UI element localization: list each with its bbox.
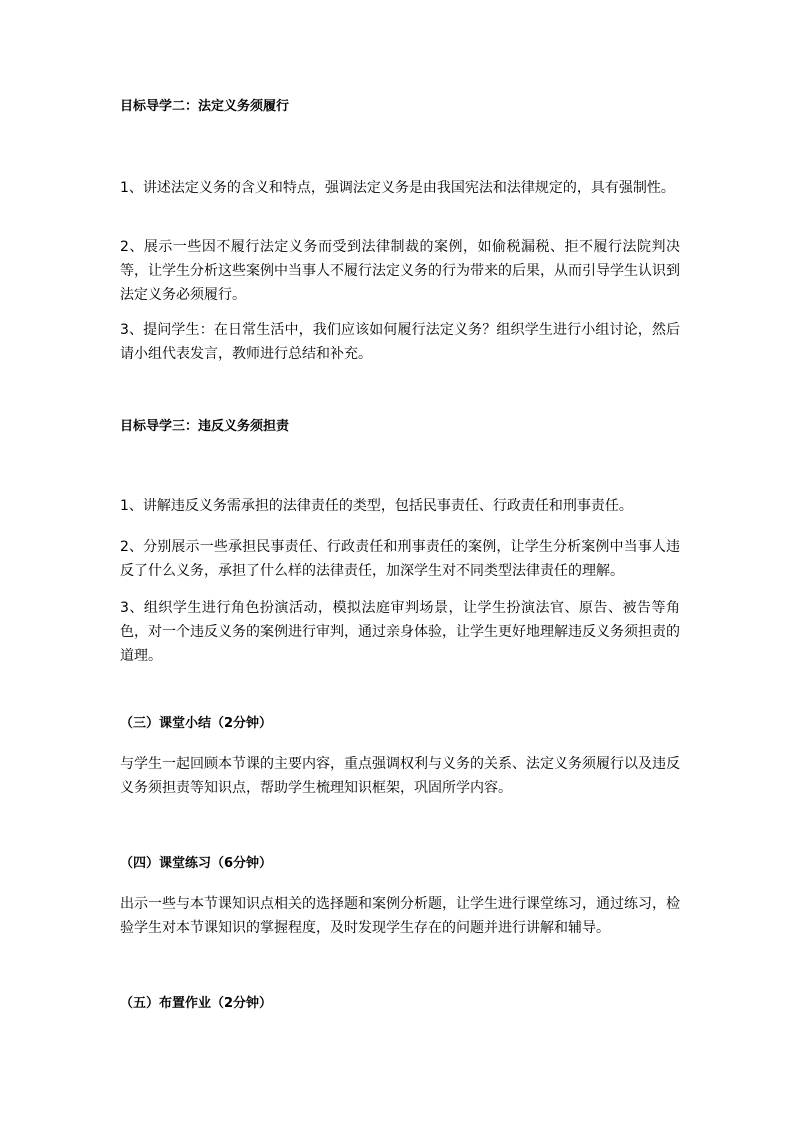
practice-heading: （四）课堂练习（6分钟） xyxy=(120,856,273,871)
section3-heading: 目标导学三：违反义务须担责 xyxy=(120,419,290,434)
section3-item-3: 3、组织学生进行角色扮演活动，模拟法庭审判场景，让学生扮演法官、原告、被告等角色，对一个违反义务的案例进行审判，通过亲身体验，让学生更好地理解违反义务须担责的道理。 xyxy=(120,600,680,664)
practice-text: 出示一些与本节课知识点相关的选择题和案例分析题，让学生进行课堂练习，通过练习，检验学生对本节课知识的掌握程度，及时发现学生存在的问题并进行讲解和辅导。 xyxy=(120,896,680,936)
homework-heading: （五）布置作业（2分钟） xyxy=(120,996,273,1011)
section3-item-2: 2、分别展示一些承担民事责任、行政责任和刑事责任的案例，让学生分析案例中当事人违反了什么义务，承担了什么样的法律责任，加深学生对不同类型法律责任的理解。 xyxy=(120,539,680,579)
summary-text: 与学生一起回顾本节课的主要内容，重点强调权利与义务的关系、法定义务须履行以及违反义务须担责等知识点，帮助学生梳理知识框架，巩固所学内容。 xyxy=(120,756,680,796)
section2-item-3: 3、提问学生：在日常生活中，我们应该如何履行法定义务？组织学生进行小组讨论，然后请小组代表发言，教师进行总结和补充。 xyxy=(120,322,680,362)
section2-heading: 目标导学二：法定义务须履行 xyxy=(120,99,290,114)
section2-item-1: 1、讲述法定义务的含义和特点，强调法定义务是由我国宪法和法律规定的，具有强制性。 xyxy=(120,180,675,196)
section3-item-1: 1、讲解违反义务需承担的法律责任的类型，包括民事责任、行政责任和刑事责任。 xyxy=(120,498,633,514)
summary-heading: （三）课堂小结（2分钟） xyxy=(120,716,273,731)
section2-item-2: 2、展示一些因不履行法定义务而受到法律制裁的案例，如偷税漏税、拒不履行法院判决等，让学生分析这些案例中当事人不履行法定义务的行为带来的后果，从而引导学生认识到法定义务必须履行。 xyxy=(120,239,680,303)
